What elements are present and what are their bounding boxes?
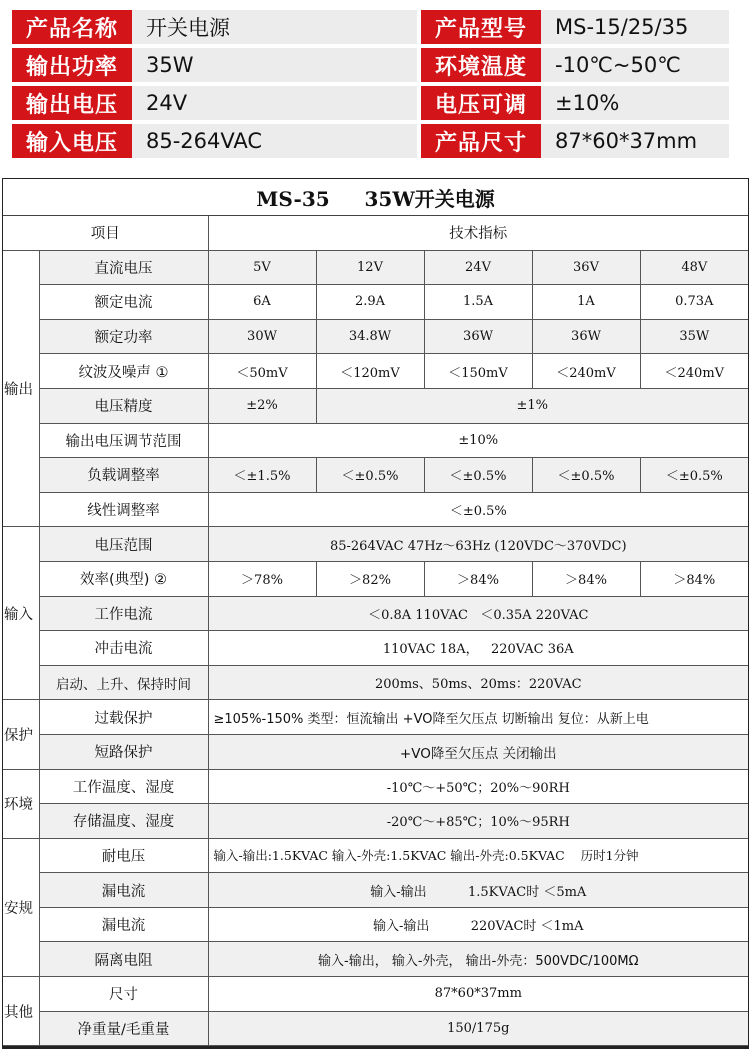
cell: ＜240mV [640,354,748,389]
group-input: 输入 [3,527,39,700]
group-environment: 环境 [3,769,39,838]
cell: 5V [208,250,316,285]
cell: 12V [316,250,424,285]
cell: 输入-输出:1.5KVAC 输入-外壳:1.5KVAC 输出-外壳:0.5KVAC 历时1分钟 [208,838,748,873]
summary-row [12,10,740,44]
cell: ＜240mV [532,354,640,389]
row-name: 隔离电阻 [39,942,208,977]
cell: ＜150mV [424,354,532,389]
cell: ＜50mV [208,354,316,389]
ambient-temp-value: -10℃~50℃ [541,48,729,82]
table-row [3,977,748,1012]
cell: 150/175g [208,1011,748,1046]
cell: -20℃～+85℃；10%～95RH [208,804,748,839]
output-voltage-label: 输出电压 [12,86,132,120]
cell: 87*60*37mm [208,977,748,1012]
cell: 200ms、50ms、20ms：220VAC [208,665,748,700]
row-name: 纹波及噪声 ① [39,354,208,389]
summary-row [12,86,740,120]
product-size-label: 产品尺寸 [421,124,541,158]
cell: 85-264VAC 47Hz～63Hz (120VDC～370VDC) [208,527,748,562]
voltage-adjust-label: 电压可调 [421,86,541,120]
cell: 输入-输出 1.5KVAC时 ＜5mA [208,873,748,908]
row-name: 漏电流 [39,907,208,942]
table-row [3,734,748,769]
table-header-row [3,216,748,250]
cell: ＜0.8A 110VAC ＜0.35A 220VAC [208,596,748,631]
spec-title: MS-35 35W开关电源 [3,179,748,216]
cell: ＞84% [424,561,532,596]
spec-table [3,216,748,1046]
cell: 0.73A [640,285,748,320]
cell: ≥105%-150% 类型：恒流输出 +VO降至欠压点 切断输出 复位：从新上电 [208,700,748,735]
table-row [3,838,748,873]
table-row [3,665,748,700]
cell: 36W [424,319,532,354]
cell: 36V [532,250,640,285]
row-name: 负载调整率 [39,458,208,493]
row-name: 直流电压 [39,250,208,285]
table-row [3,873,748,908]
row-name: 漏电流 [39,873,208,908]
cell: ＞84% [532,561,640,596]
table-row [3,423,748,458]
table-row [3,458,748,493]
summary-row [12,124,740,158]
row-name: 额定功率 [39,319,208,354]
output-voltage-value: 24V [132,86,417,120]
input-voltage-value: 85-264VAC [132,124,417,158]
cell: 2.9A [316,285,424,320]
table-row [3,596,748,631]
table-row [3,561,748,596]
table-row [3,492,748,527]
cell: 1.5A [424,285,532,320]
product-size-value: 87*60*37mm [541,124,729,158]
cell: ＞82% [316,561,424,596]
table-row [3,285,748,320]
table-row [3,354,748,389]
table-row [3,700,748,735]
row-name: 工作温度、湿度 [39,769,208,804]
cell: 6A [208,285,316,320]
table-row [3,388,748,423]
row-name: 冲击电流 [39,631,208,666]
row-name: 输出电压调节范围 [39,423,208,458]
table-row [3,1011,748,1046]
table-row [3,804,748,839]
cell: ＜±0.5% [424,458,532,493]
table-row [3,907,748,942]
table-row [3,527,748,562]
cell: 36W [532,319,640,354]
product-name-value: 开关电源 [132,10,417,44]
ambient-temp-label: 环境温度 [421,48,541,82]
cell: 30W [208,319,316,354]
cell: ＜±0.5% [532,458,640,493]
row-name: 启动、上升、保持时间 [39,665,208,700]
output-power-value: 35W [132,48,417,82]
cell: ＜±0.5% [208,492,748,527]
input-voltage-label: 输入电压 [12,124,132,158]
table-row [3,942,748,977]
cell: 35W [640,319,748,354]
cell: 24V [424,250,532,285]
row-name: 效率(典型) ② [39,561,208,596]
cell: 110VAC 18A， 220VAC 36A [208,631,748,666]
row-name: 电压精度 [39,388,208,423]
row-name: 电压范围 [39,527,208,562]
row-name: 净重量/毛重量 [39,1011,208,1046]
spec-sheet [2,178,749,1049]
cell: 1A [532,285,640,320]
table-row [3,319,748,354]
cell: -10℃～+50℃；20%～90RH [208,769,748,804]
table-row [3,250,748,285]
cell: ±1% [316,388,748,423]
row-name: 存储温度、湿度 [39,804,208,839]
group-protection: 保护 [3,700,39,769]
group-safety: 安规 [3,838,39,976]
cell: 输入-输出 220VAC时 ＜1mA [208,907,748,942]
cell: ＜±1.5% [208,458,316,493]
cell: ＜±0.5% [640,458,748,493]
cell: ±2% [208,388,316,423]
voltage-adjust-value: ±10% [541,86,729,120]
cell: 输入-输出， 输入-外壳， 输出-外壳：500VDC/100MΩ [208,942,748,977]
row-name: 尺寸 [39,977,208,1012]
cell: ＜120mV [316,354,424,389]
cell: ＜±0.5% [316,458,424,493]
header-item: 项目 [3,216,208,250]
summary-block [12,10,740,162]
output-power-label: 输出功率 [12,48,132,82]
cell: ＞78% [208,561,316,596]
cell: 34.8W [316,319,424,354]
row-name: 工作电流 [39,596,208,631]
table-row [3,631,748,666]
table-row [3,769,748,804]
row-name: 额定电流 [39,285,208,320]
row-name: 耐电压 [39,838,208,873]
cell: 48V [640,250,748,285]
cell: ±10% [208,423,748,458]
row-name: 过载保护 [39,700,208,735]
product-name-label: 产品名称 [12,10,132,44]
row-name: 线性调整率 [39,492,208,527]
header-tech: 技术指标 [208,216,748,250]
group-output: 输出 [3,250,39,527]
cell: ＞84% [640,561,748,596]
product-model-label: 产品型号 [421,10,541,44]
group-other: 其他 [3,977,39,1046]
summary-row [12,48,740,82]
row-name: 短路保护 [39,734,208,769]
product-model-value: MS-15/25/35 [541,10,729,44]
cell: +VO降至欠压点 关闭输出 [208,734,748,769]
